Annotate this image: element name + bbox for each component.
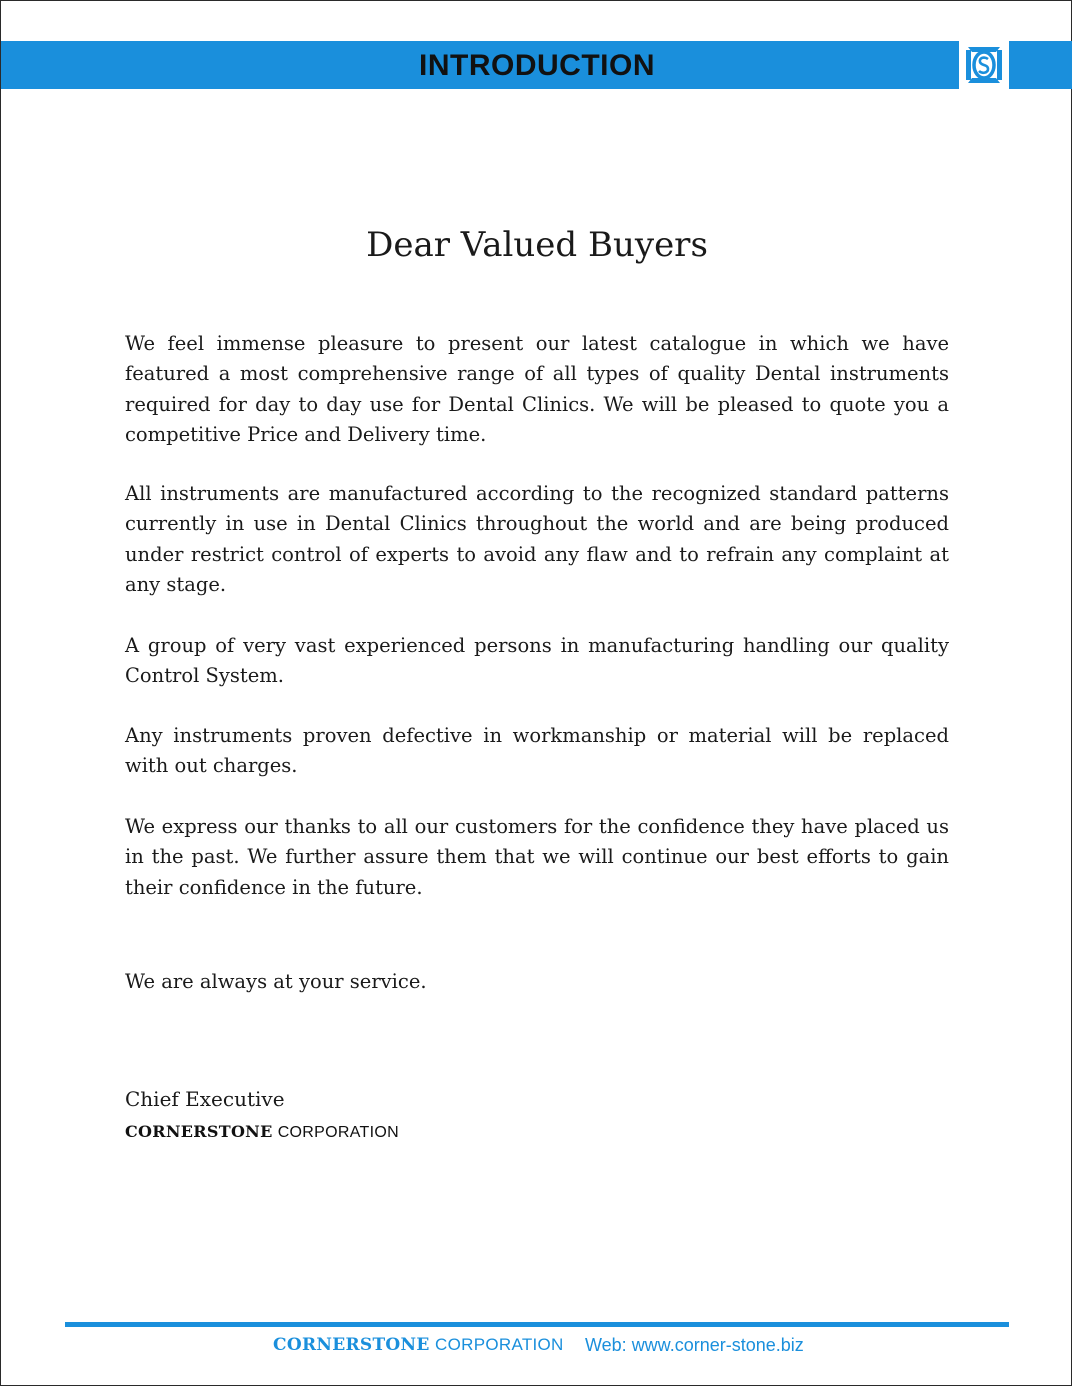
letter-paragraph: All instruments are manufactured according to the recognized standard patterns currently in use in Dental Clinics throughout the world and are being produced under restrict control of experts to avoid any flaw and to refrain any complaint at any stage. bbox=[125, 482, 949, 596]
letter-paragraph: We feel immense pleasure to present our latest catalogue in which we have featured a most comprehensive range of all types of quality Dental instruments required for day to day use for Dental Clinics. We will be pleased to quote you a competitive Price and Delivery time. bbox=[125, 332, 949, 446]
signature-company-suffix: CORPORATION bbox=[277, 1124, 399, 1141]
letter-closing: We are always at your service. bbox=[125, 970, 427, 993]
footer-company-suffix: CORPORATION bbox=[435, 1335, 564, 1354]
signature-company-name: CORNERSTONE bbox=[125, 1122, 273, 1141]
letter-salutation: Dear Valued Buyers bbox=[366, 225, 708, 265]
letter-paragraph: Any instruments proven defective in workmanship or material will be replaced with out charges. bbox=[125, 724, 949, 778]
cornerstone-logo-icon bbox=[959, 41, 1009, 89]
footer-company-name: CORNERSTONE bbox=[273, 1335, 430, 1355]
signature-company bbox=[125, 1122, 399, 1142]
footer-website-link[interactable]: Web: www.corner-stone.biz bbox=[585, 1335, 804, 1355]
signature-title: Chief Executive bbox=[125, 1087, 285, 1111]
letter-paragraph: We express our thanks to all our customers for the confidence they have placed us in the past. We further assure them that we will continue our best efforts to gain their confidence in the future. bbox=[125, 815, 949, 899]
footer-divider bbox=[65, 1322, 1009, 1327]
letter-paragraph: A group of very vast experienced persons in manufacturing handling our quality Control System. bbox=[125, 634, 949, 688]
page-title: INTRODUCTION bbox=[419, 49, 655, 82]
header-band bbox=[1, 41, 1072, 89]
footer-company bbox=[273, 1335, 564, 1355]
